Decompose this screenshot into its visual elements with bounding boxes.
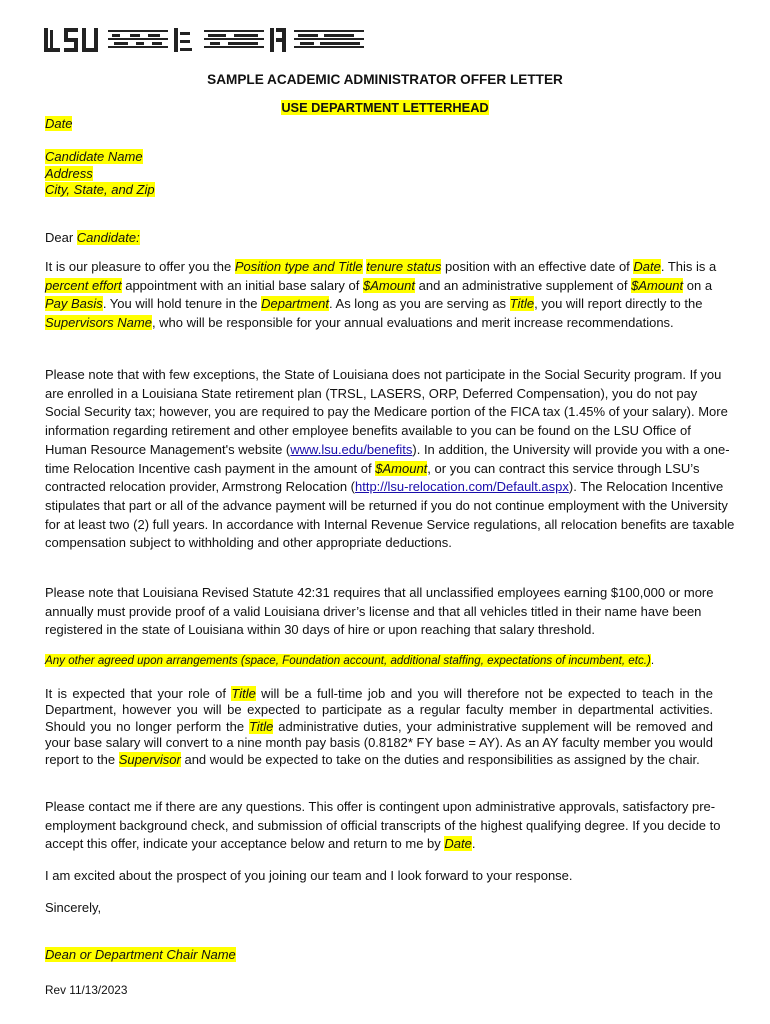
lsu-logo-image <box>44 26 370 56</box>
recipient-address <box>45 149 155 199</box>
letter-title: SAMPLE ACADEMIC ADMINISTRATOR OFFER LETTER <box>207 72 563 87</box>
candidate-name: Candidate Name <box>45 149 143 164</box>
relocation-link[interactable]: http://lsu-relocation.com/Default.aspx <box>355 479 569 495</box>
paragraph-social-security: Please note that with few exceptions, the State of Louisiana does not participate in the Social Security program. If you are enrolled in a Louisiana State retirement plan (TRSL, LASERS, ORP, Deferred Compensation), you do not pay Social Security tax; however, you are required to pay the Medicare portion of the FICA tax (1.45% of your salary). More information regarding retirement and other employee benefits available to you can be found on the LSU Office of Human Resource Management's website (www.lsu.edu/benefits). In addition, the University will provide you with a one-time Relocation Incentive cash payment in the amount of $Amount, or you can contract this service through LSU’s contracted relocation provider, Armstrong Relocation (http://lsu-relocation.com/Default.aspx). The Relocation Incentive stipulates that part or all of the advance payment will be returned if you do not continue employment with the University for at least two (2) full years. In accordance with Internal Revenue Service regulations, all relocation benefits are taxable compensation subject to withholding and other appropriate deductions. <box>45 367 735 551</box>
letterhead-instruction: USE DEPARTMENT LETTERHEAD <box>281 100 489 115</box>
paragraph-offer: It is our pleasure to offer you the Position type and Title tenure status position with an effective date of Date. This is a percent effort appointment with an initial base salary of $Amount and an administrative supplement of $Amount on a Pay Basis. You will hold tenure in the Department. As long as you are serving as Title, you will report directly to the Supervisors Name, who will be responsible for your annual evaluations and merit increase recommendations. <box>45 259 717 331</box>
revision-date: Rev 11/13/2023 <box>45 983 128 997</box>
letter-date: Date <box>45 116 73 131</box>
candidate-city: City, State, and Zip <box>45 182 155 198</box>
candidate-address: Address <box>45 165 93 181</box>
paragraph-closing-remark: I am excited about the prospect of you joining our team and I look forward to your response. <box>45 868 573 883</box>
other-arrangements-note: Any other agreed upon arrangements (space, Foundation account, additional staffing, expectations of incumbent, etc.). <box>45 654 655 667</box>
paragraph-role-expectations: It is expected that your role of Title will be a full-time job and you will therefore not be expected to teach in the Department, however you will be expected to participate as a regular faculty member in departmental activities. Should you no longer perform the Title administrative duties, your administrative supplement will be removed and your base salary will convert to a nine month pay basis (0.8182* FY base = AY). As an AY faculty member you would report to the Supervisor and would be expected to take on the duties and responsibilities as assigned by the chair. <box>45 686 713 767</box>
benefits-link[interactable]: www.lsu.edu/benefits <box>290 441 413 457</box>
closing-sincerely: Sincerely, <box>45 900 102 915</box>
paragraph-contact: Please contact me if there are any questions. This offer is contingent upon administrative approvals, satisfactory pre-employment background check, and submission of official transcripts of the highest qualifying degree. If you decide to accept this offer, indicate your acceptance below and return to me by Date. <box>45 799 721 852</box>
salutation: Dear Candidate: <box>45 230 140 245</box>
signature-name: Dean or Department Chair Name <box>45 947 236 962</box>
paragraph-statute: Please note that Louisiana Revised Statute 42:31 requires that all unclassified employees earning $100,000 or more annually must provide proof of a valid Louisiana driver’s license and that all vehicles titled in their name have been registered in the state of Louisiana within 30 days of hire or upon reaching that salary threshold. <box>45 585 714 638</box>
